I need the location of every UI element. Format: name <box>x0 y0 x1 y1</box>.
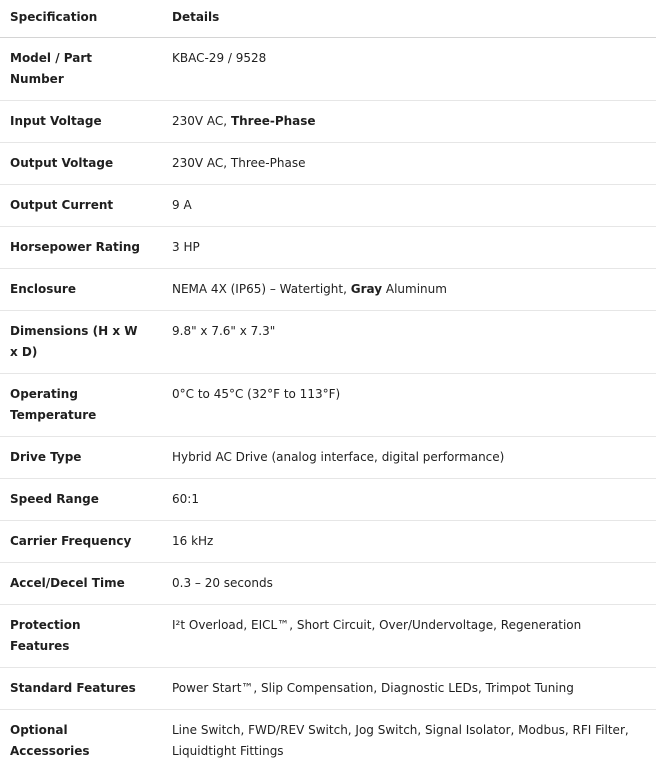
spec-value-text: Aluminum <box>382 282 447 296</box>
spec-label: Drive Type <box>0 437 162 479</box>
spec-value: 9 A <box>162 185 656 227</box>
spec-value: 16 kHz <box>162 521 656 563</box>
spec-label: Output Voltage <box>0 143 162 185</box>
spec-value: 9.8" x 7.6" x 7.3" <box>162 311 656 374</box>
spec-value: 0.3 – 20 seconds <box>162 563 656 605</box>
column-header-details: Details <box>162 0 656 38</box>
spec-value: 230V AC, Three-Phase <box>162 143 656 185</box>
spec-label: Model / Part Number <box>0 38 162 101</box>
table-row <box>0 227 656 269</box>
spec-label: Protection Features <box>0 605 162 668</box>
spec-label: Speed Range <box>0 479 162 521</box>
spec-label: Horsepower Rating <box>0 227 162 269</box>
spec-label: Operating Temperature <box>0 374 162 437</box>
spec-value: 0°C to 45°C (32°F to 113°F) <box>162 374 656 437</box>
spec-value <box>162 269 656 311</box>
table-row <box>0 668 656 710</box>
spec-value: 60:1 <box>162 479 656 521</box>
spec-value: I²t Overload, EICL™, Short Circuit, Over/Undervoltage, Regeneration <box>162 605 656 668</box>
spec-value: Hybrid AC Drive (analog interface, digital performance) <box>162 437 656 479</box>
table-row <box>0 710 656 772</box>
spec-label: Output Current <box>0 185 162 227</box>
table-row <box>0 605 656 668</box>
spec-label: Accel/Decel Time <box>0 563 162 605</box>
spec-value-text: 230V AC, <box>172 114 231 128</box>
spec-label: Standard Features <box>0 668 162 710</box>
spec-value: 3 HP <box>162 227 656 269</box>
spec-value-emphasis: Three-Phase <box>231 114 316 128</box>
table-row <box>0 311 656 374</box>
spec-label: Dimensions (H x W x D) <box>0 311 162 374</box>
table-row <box>0 143 656 185</box>
column-header-specification: Specification <box>0 0 162 38</box>
table-row <box>0 374 656 437</box>
spec-value-text: NEMA 4X (IP65) – Watertight, <box>172 282 351 296</box>
table-row <box>0 521 656 563</box>
table-row <box>0 38 656 101</box>
spec-label: Input Voltage <box>0 101 162 143</box>
spec-value <box>162 101 656 143</box>
spec-label: Carrier Frequency <box>0 521 162 563</box>
table-row <box>0 563 656 605</box>
spec-label: Optional Accessories <box>0 710 162 772</box>
table-header-row <box>0 0 656 38</box>
spec-value: Power Start™, Slip Compensation, Diagnostic LEDs, Trimpot Tuning <box>162 668 656 710</box>
table-row <box>0 269 656 311</box>
table-row <box>0 437 656 479</box>
table-row <box>0 185 656 227</box>
table-row <box>0 479 656 521</box>
spec-label: Enclosure <box>0 269 162 311</box>
spec-value-emphasis: Gray <box>351 282 382 296</box>
table-row <box>0 101 656 143</box>
spec-value: Line Switch, FWD/REV Switch, Jog Switch, Signal Isolator, Modbus, RFI Filter, Liquidtight Fittings <box>162 710 656 772</box>
spec-value: KBAC-29 / 9528 <box>162 38 656 101</box>
